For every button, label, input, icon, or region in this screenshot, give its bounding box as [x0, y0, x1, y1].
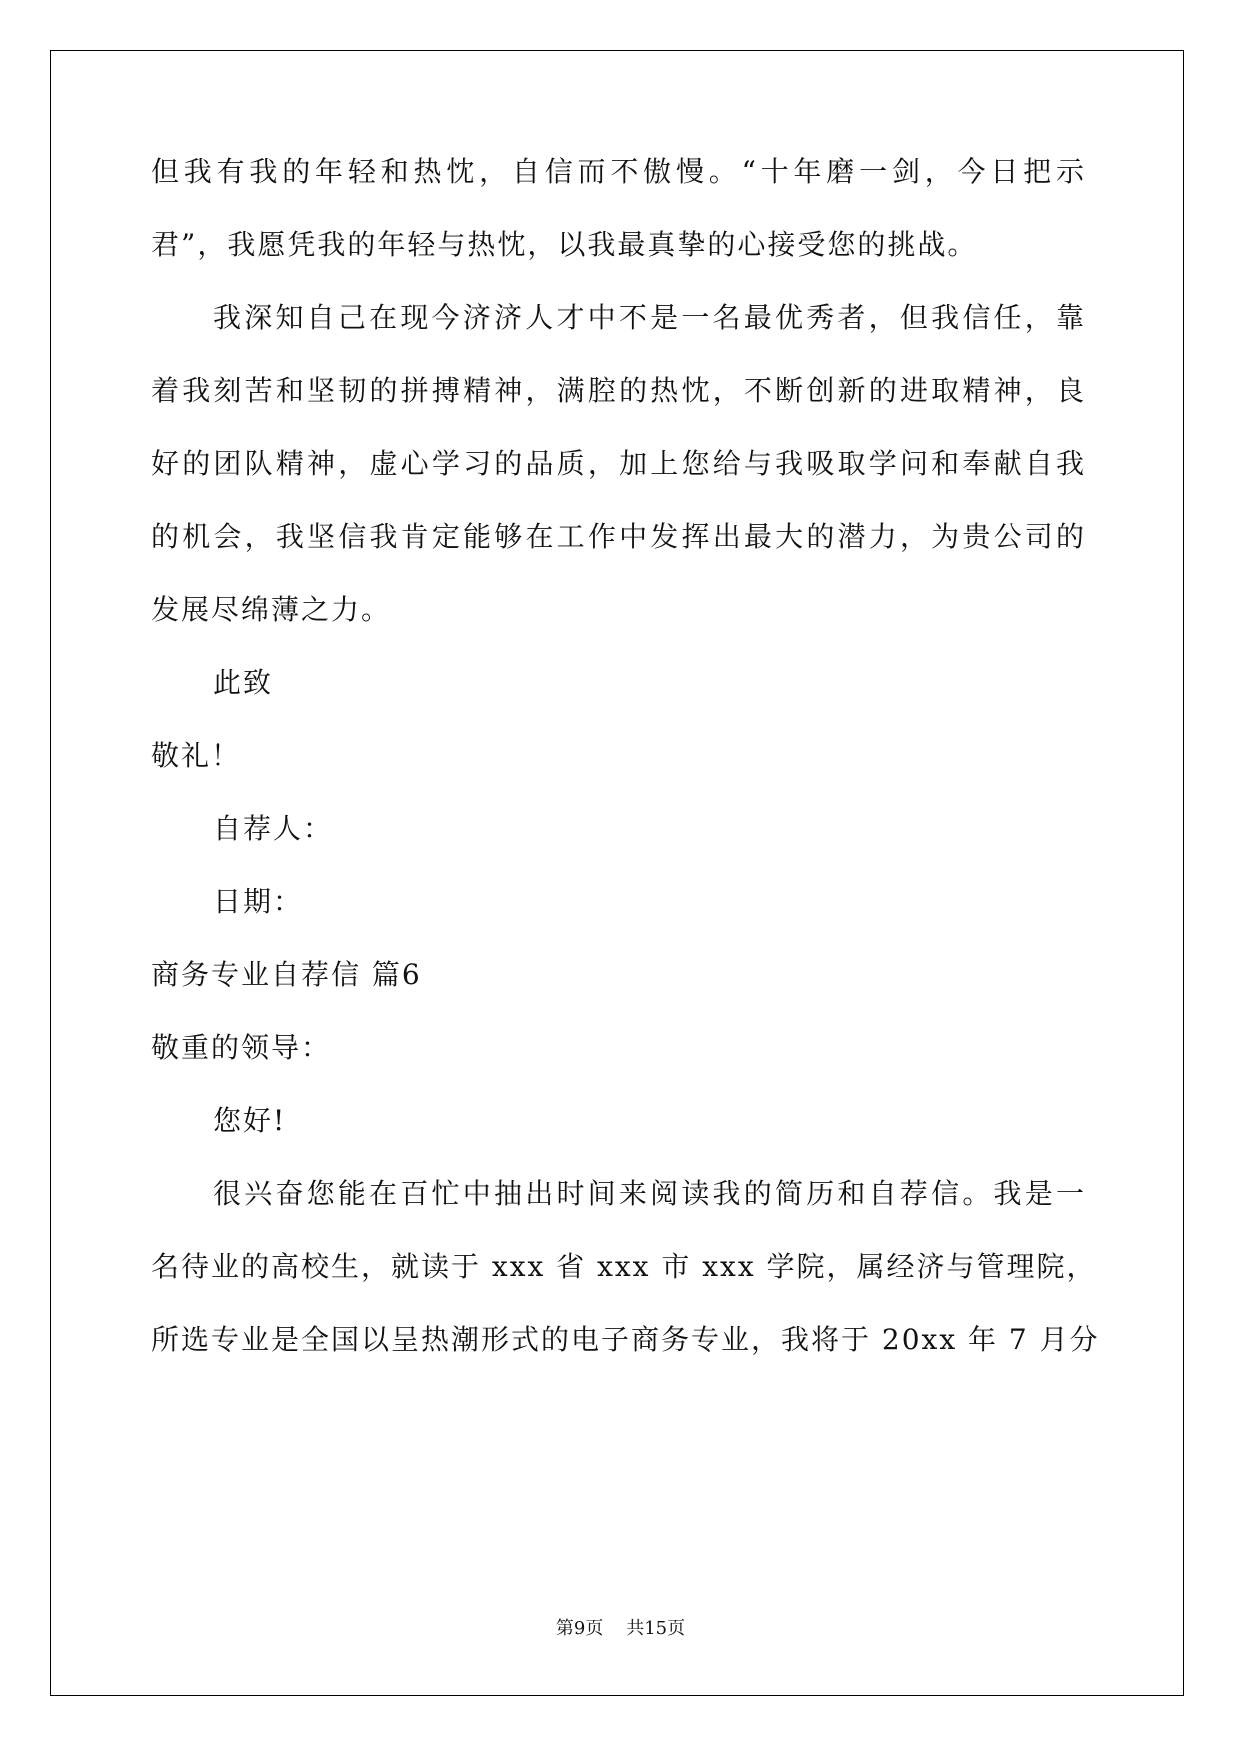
text-line: 发展尽绵薄之力。 [151, 593, 392, 626]
signature-label: 自荐人： [213, 812, 334, 845]
greeting: 敬重的领导： [151, 1031, 332, 1064]
closing-regards: 敬礼！ [151, 739, 242, 772]
text-line: 我深知自己在现今济济人才中不是一名最优秀者，但我信任，靠 [213, 301, 1086, 334]
text-line: 着我刻苦和坚韧的拼搏精神，满腔的热忱，不断创新的进取精神，良 [151, 374, 1086, 407]
page-border [50, 50, 1184, 1696]
text-line: 的机会，我坚信我肯定能够在工作中发挥出最大的潜力，为贵公司的 [151, 520, 1086, 553]
page-total: 共15页 [626, 1618, 686, 1639]
text-line: 好的团队精神，虚心学习的品质，加上您给与我吸取学问和奉献自我 [151, 447, 1086, 480]
closing-salutation: 此致 [213, 666, 274, 699]
text-line: 名待业的高校生，就读于 xxx 省 xxx 市 xxx 学院，属经济与管理院， [151, 1250, 1097, 1283]
page-number: 第9页 [555, 1618, 604, 1639]
text-line: 所选专业是全国以呈热潮形式的电子商务专业，我将于 20xx 年 7 月分 [151, 1323, 1100, 1356]
text-line: 很兴奋您能在百忙中抽出时间来阅读我的简历和自荐信。我是一 [213, 1177, 1086, 1210]
section-title: 商务专业自荐信 篇6 [151, 958, 422, 991]
text-line: 但我有我的年轻和热忱，自信而不傲慢。“十年磨一剑，今日把示 [151, 155, 1086, 188]
hello-line: 您好! [213, 1104, 287, 1137]
page-footer [0, 1614, 1241, 1640]
text-line: 君”，我愿凭我的年轻与热忱，以我最真挚的心接受您的挑战。 [151, 228, 978, 261]
date-label: 日期： [213, 885, 304, 918]
